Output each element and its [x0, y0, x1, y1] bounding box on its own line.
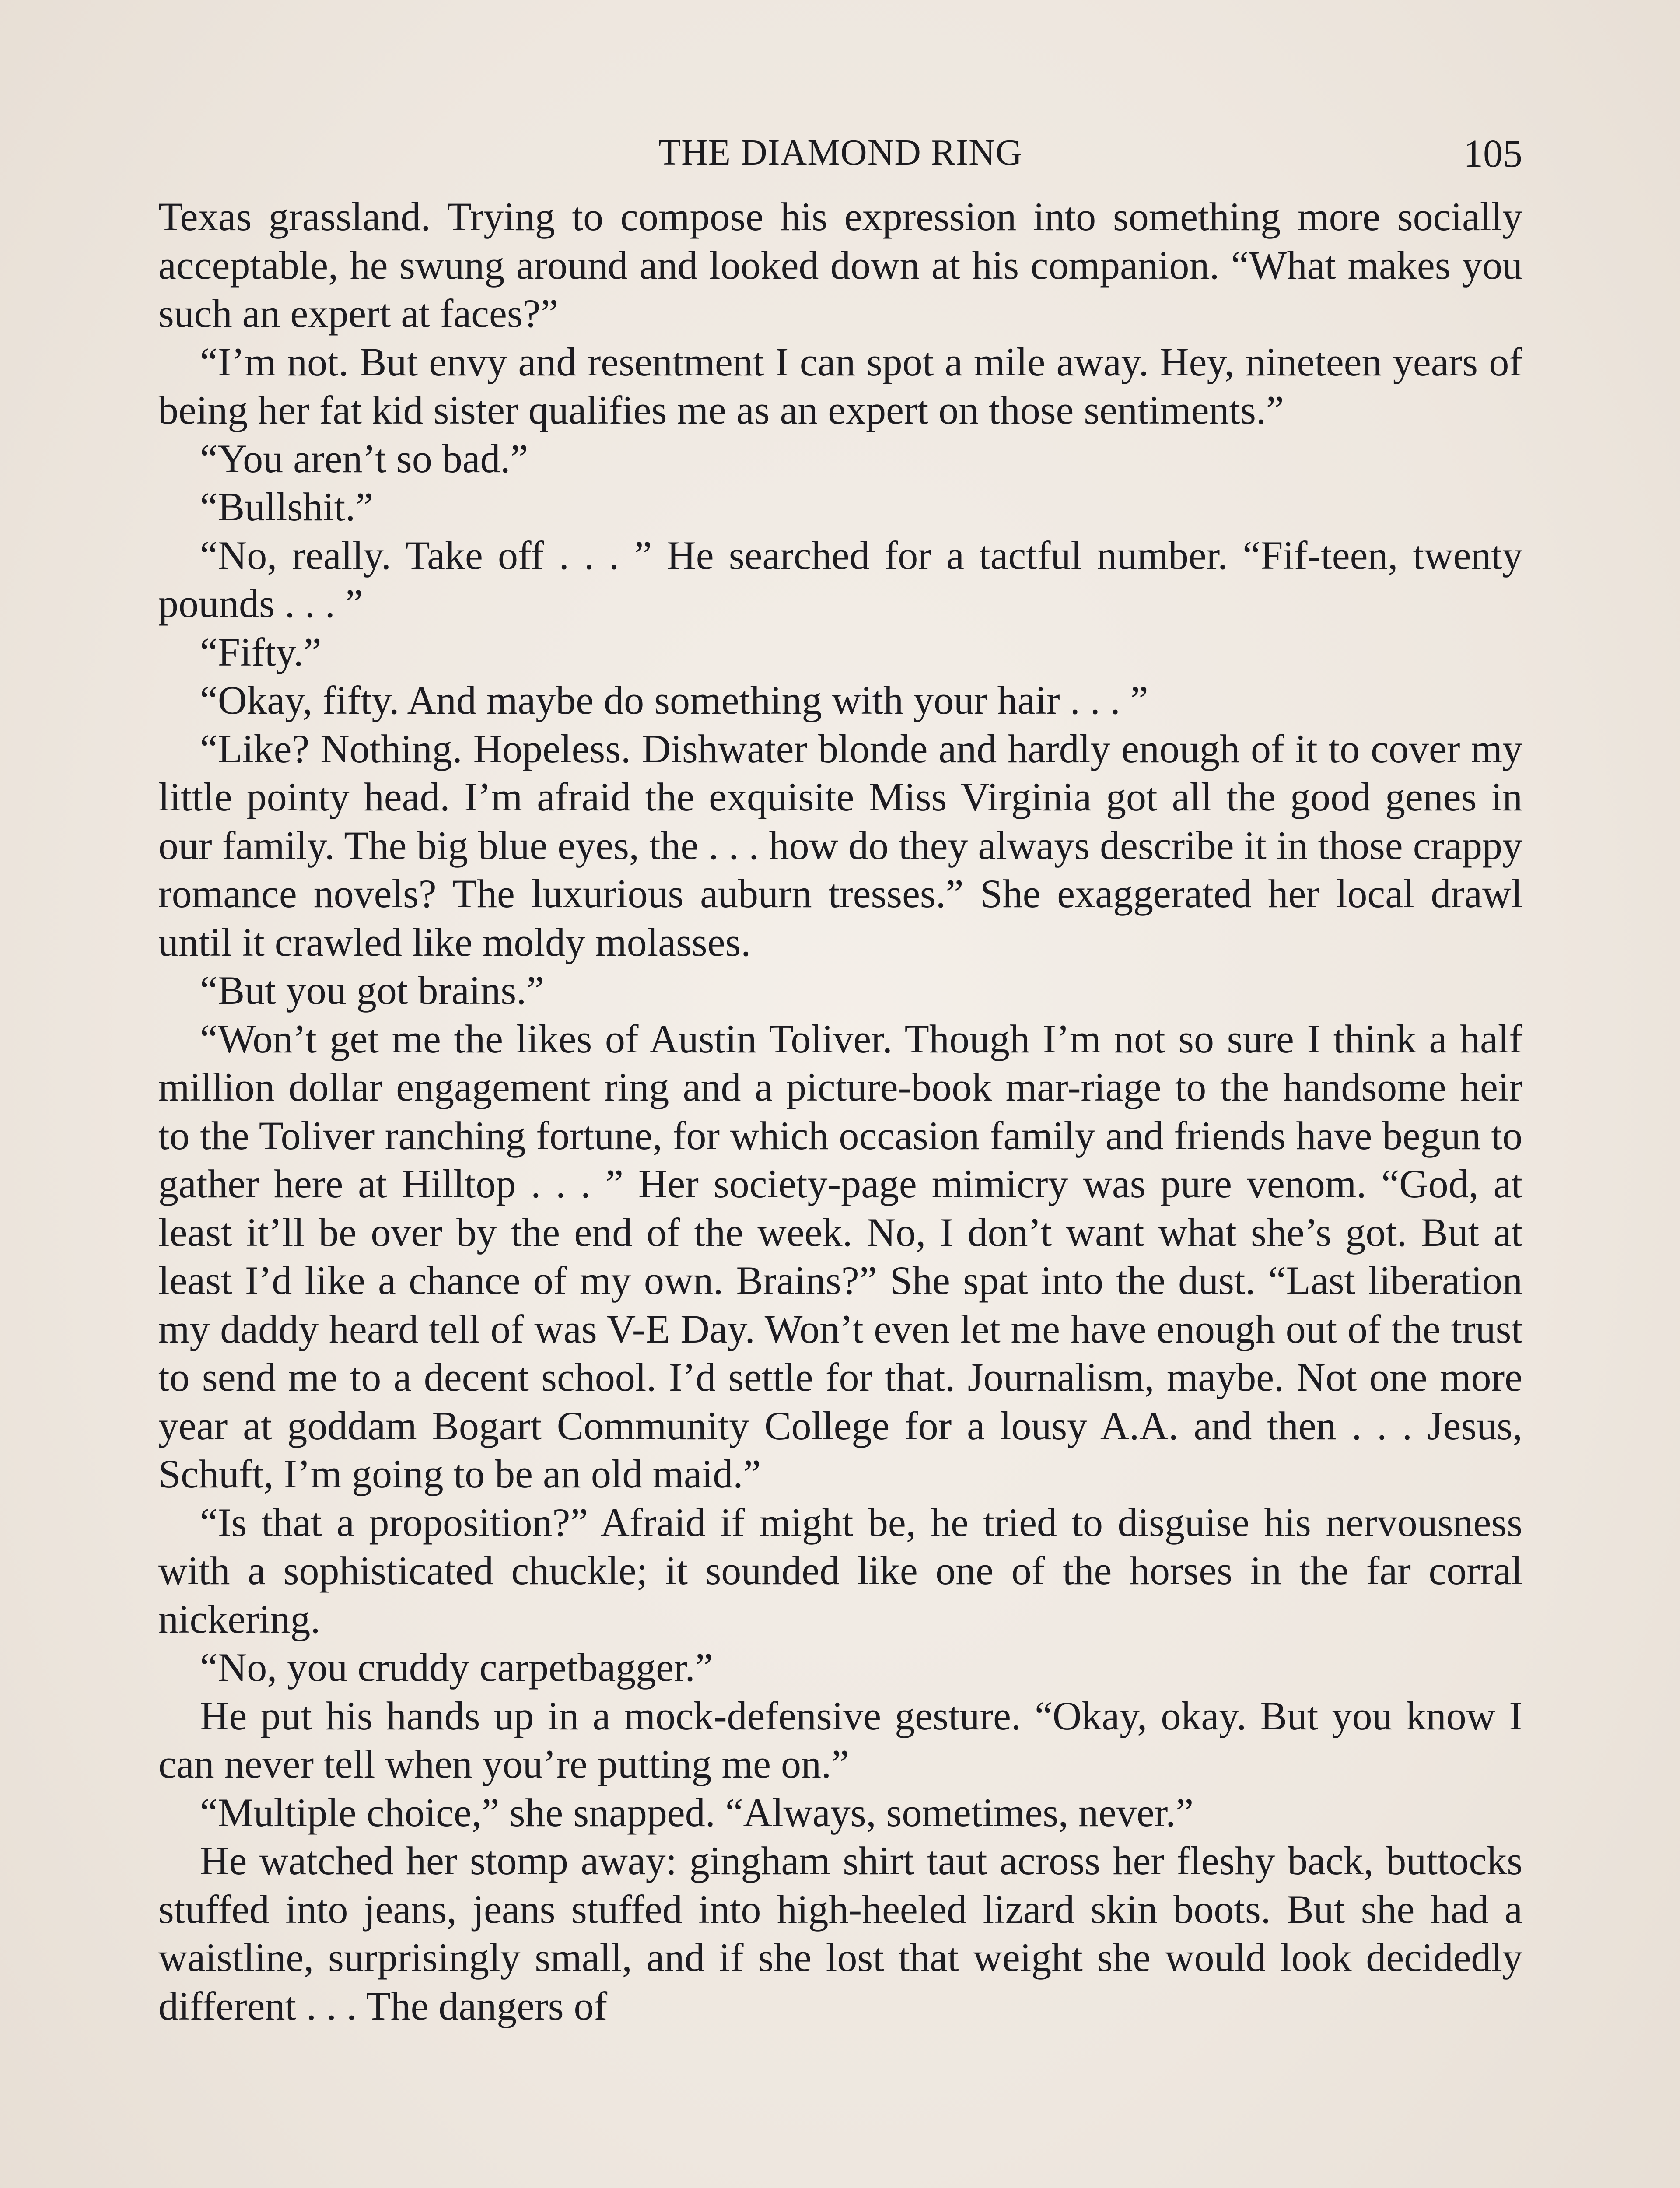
paragraph: He watched her stomp away: gingham shirt taut across her fleshy back, buttocks stuffed into jeans, jeans stuffed into high-heeled lizard skin boots. But she had a waistline, surprisingly small, and if she lost that weight she would look decidedly different . . . The dangers of [158, 1838, 1522, 2028]
page-number: 105 [1463, 132, 1522, 175]
page-header [158, 131, 1522, 184]
paragraph: “Bullshit.” [200, 484, 374, 529]
body-text [158, 193, 1522, 2030]
paragraph: “I’m not. But envy and resentment I can spot a mile away. Hey, nineteen years of being her fat kid sister qualifies me as an expert on those sentiments.” [158, 339, 1522, 432]
paragraph: “Is that a proposition?” Afraid if might be, he tried to disguise his nervousness with a sophisticated chuckle; it sounded like one of the horses in the far corral nickering. [158, 1500, 1522, 1641]
paragraph: “Okay, fifty. And maybe do something with your hair . . . ” [200, 678, 1148, 722]
paragraph: “Multiple choice,” she snapped. “Always, sometimes, never.” [200, 1790, 1194, 1835]
paragraph: “No, you cruddy carpetbagger.” [200, 1645, 713, 1690]
paragraph: He put his hands up in a mock-defensive gesture. “Okay, okay. But you know I can never tell when you’re putting me on.” [158, 1693, 1522, 1786]
paragraph: “Like? Nothing. Hopeless. Dishwater blonde and hardly enough of it to cover my little pointy head. I’m afraid the exquisite Miss Virginia got all the good genes in our family. The big blue eyes, the . . . how do they always describe it in those crappy romance novels? The luxurious auburn tresses.” She exaggerated her local drawl until it crawled like moldy molasses. [158, 726, 1522, 964]
paragraph: “You aren’t so bad.” [200, 436, 528, 481]
paragraph: “Fifty.” [200, 629, 322, 674]
running-title: THE DIAMOND RING [658, 132, 1023, 173]
paragraph: “But you got brains.” [200, 968, 544, 1013]
paragraph: “Won’t get me the likes of Austin Toliver. Though I’m not so sure I think a half million dollar engagement ring and a picture-book mar-riage to the handsome heir to the Toliver ranching fortune, for which occasion family and friends have begun to gather here at Hilltop . . . ” Her society-page mimicry was pure venom. “God, at least it’ll be over by the end of the week. No, I don’t want what she’s got. But at least I’d like a chance of my own. Brains?” She spat into the dust. “Last liberation my daddy heard tell of was V-E Day. Won’t even let me have enough out of the trust to send me to a decent school. I’d settle for that. Journalism, maybe. Not one more year at goddam Bogart Community College for a lousy A.A. and then . . . Jesus, Schuft, I’m going to be an old maid.” [158, 1016, 1522, 1496]
paragraph: “No, really. Take off . . . ” He searched for a tactful number. “Fif-teen, twenty pounds . . . ” [158, 533, 1522, 626]
paragraph: Texas grassland. Trying to compose his expression into something more socially acceptable, he swung around and looked down at his companion. “What makes you such an expert at faces?” [158, 194, 1522, 336]
